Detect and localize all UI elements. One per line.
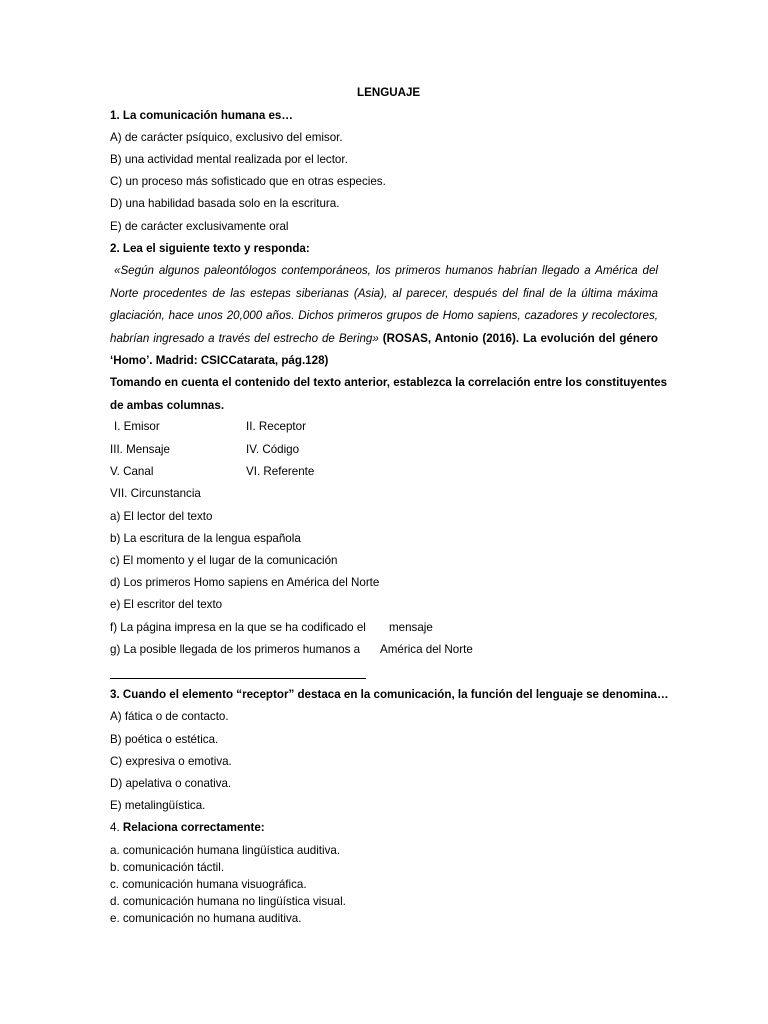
- q4-item-e: e. comunicación no humana auditiva.: [110, 912, 302, 925]
- page-title: LENGUAJE: [357, 86, 421, 99]
- element-circunstancia: VII. Circunstancia: [110, 487, 201, 500]
- q2-item-f-continued: mensaje: [389, 621, 433, 634]
- q4-item-b: b. comunicación táctil.: [110, 861, 225, 874]
- question-4-number: 4.: [110, 821, 120, 834]
- citation-part-1: (ROSAS, Antonio (2016). La evolución del género: [382, 332, 658, 345]
- q2-item-a: a) El lector del texto: [110, 510, 213, 523]
- element-mensaje: III. Mensaje: [110, 443, 170, 456]
- quote-line-1: «Según algunos paleontólogos contemporáneos, los primeros humanos habrían llegado a América del: [114, 264, 658, 277]
- q2-item-e: e) El escritor del texto: [110, 598, 223, 611]
- question-1: 1. La comunicación humana es…: [110, 109, 293, 122]
- element-referente: VI. Referente: [246, 465, 315, 478]
- q2-item-f: f) La página impresa en la que se ha codificado el: [110, 621, 366, 634]
- question-3: 3. Cuando el elemento “receptor” destaca en la comunicación, la función del lenguaje se denomina…: [110, 688, 669, 701]
- q3-option-a: A) fática o de contacto.: [110, 710, 229, 723]
- q1-option-c: C) un proceso más sofisticado que en otras especies.: [110, 175, 386, 188]
- q1-option-b: B) una actividad mental realizada por el lector.: [110, 153, 348, 166]
- citation-part-2: ‘Homo’. Madrid: CSICCatarata, pág.128): [110, 354, 329, 367]
- q4-item-d: d. comunicación humana no lingüística visual.: [110, 895, 346, 908]
- q3-option-e: E) metalingüística.: [110, 799, 206, 812]
- q3-option-b: B) poética o estética.: [110, 733, 219, 746]
- quote-line-4: [110, 332, 658, 346]
- question-2: 2. Lea el siguiente texto y responda:: [110, 242, 310, 255]
- element-codigo: IV. Código: [246, 443, 300, 456]
- answer-line: [110, 678, 366, 679]
- element-canal: V. Canal: [110, 465, 154, 478]
- q3-option-c: C) expresiva o emotiva.: [110, 755, 232, 768]
- instruction-line-1: Tomando en cuenta el contenido del texto anterior, establezca la correlación entre los constituyentes: [110, 376, 668, 389]
- q2-item-d: d) Los primeros Homo sapiens en América del Norte: [110, 576, 380, 589]
- q2-item-g-continued: América del Norte: [380, 643, 473, 656]
- q3-option-d: D) apelativa o conativa.: [110, 777, 232, 790]
- quote-line-3: glaciación, hace unos 20,000 años. Dichos primeros grupos de Homo sapiens, cazadores y recolectores,: [110, 309, 658, 322]
- q1-option-e: E) de carácter exclusivamente oral: [110, 220, 289, 233]
- element-receptor: II. Receptor: [246, 420, 306, 433]
- quote-line-2: Norte procedentes de las estepas siberianas (Asia), al parecer, después del final de la última máxima: [110, 287, 658, 300]
- question-4: [110, 821, 265, 835]
- q4-item-c: c. comunicación humana visuográfica.: [110, 878, 307, 891]
- q4-item-a: a. comunicación humana lingüística auditiva.: [110, 844, 341, 857]
- q2-item-b: b) La escritura de la lengua española: [110, 532, 301, 545]
- question-4-text: Relaciona correctamente:: [122, 821, 265, 834]
- instruction-line-2: de ambas columnas.: [110, 399, 225, 412]
- q1-option-d: D) una habilidad basada solo en la escritura.: [110, 197, 340, 210]
- element-emisor: I. Emisor: [114, 420, 160, 433]
- q2-item-c: c) El momento y el lugar de la comunicación: [110, 554, 338, 567]
- q1-option-a: A) de carácter psíquico, exclusivo del emisor.: [110, 131, 343, 144]
- quote-line-4-text: habrían ingresado a través del estrecho de Bering»: [110, 332, 379, 345]
- q2-item-g: g) La posible llegada de los primeros humanos a: [110, 643, 361, 656]
